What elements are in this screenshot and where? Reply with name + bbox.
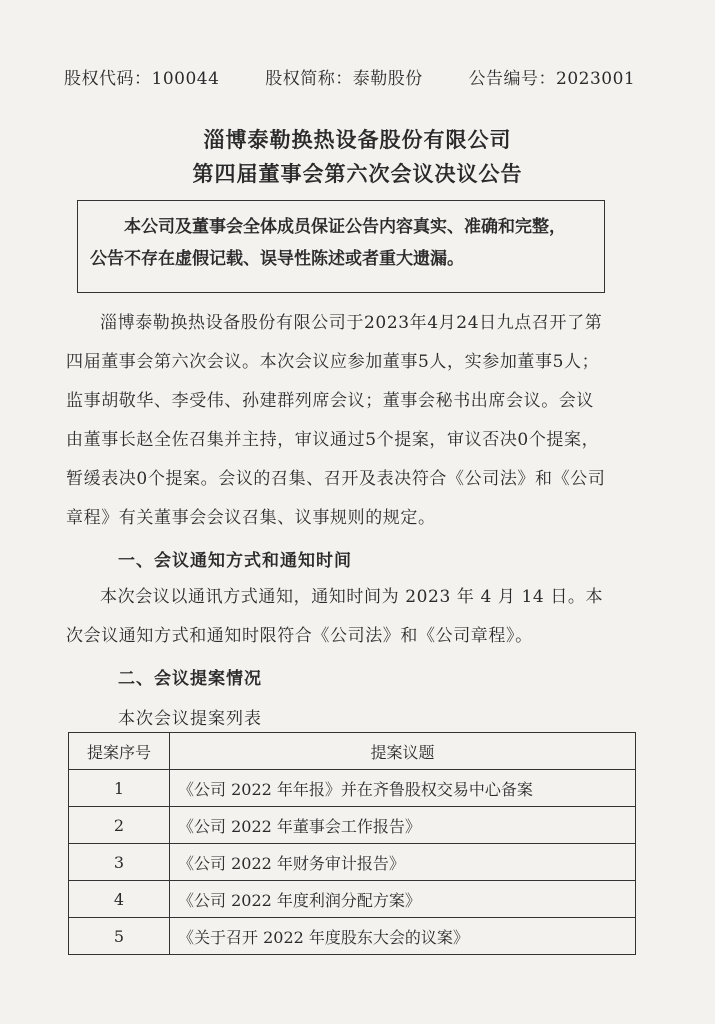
header-proposal-topic: 提案议题 [170,733,636,770]
section2-heading: 二、会议提案情况 [118,669,262,689]
proposal-number: 3 [69,844,170,881]
header-info [64,64,675,89]
proposal-topic: 《关于召开 2022 年度股东大会的议案》 [170,918,636,955]
stock-name: 股权简称：泰勒股份 [265,69,423,89]
company-title: 淄博泰勒换热设备股份有限公司 [203,127,512,152]
section1-paragraph [66,578,636,656]
proposal-number: 1 [69,770,170,807]
disclaimer-box [77,200,605,293]
intro-line: 监事胡敬华、李受伟、孙建群列席会议；董事会秘书出席会议。会议 [66,391,594,411]
proposal-topic: 《公司 2022 年董事会工作报告》 [170,807,636,844]
table-row [69,770,636,807]
proposal-topic: 《公司 2022 年财务审计报告》 [170,844,636,881]
announcement-title: 第四届董事会第六次会议决议公告 [192,161,523,186]
announcement-number: 公告编号：2023001 [468,69,636,89]
proposal-number: 2 [69,807,170,844]
proposal-number: 4 [69,881,170,918]
section1-line: 本次会议以通讯方式通知，通知时间为 2023 年 4 月 14 日。本 [100,587,604,607]
intro-paragraph [66,304,636,538]
proposals-table [68,732,636,955]
table-row [69,844,636,881]
intro-line: 四届董事会第六次会议。本次会议应参加董事5人，实参加董事5人； [66,352,600,372]
section1-heading: 一、会议通知方式和通知时间 [118,551,352,571]
table-header-row [69,733,636,770]
intro-line: 淄博泰勒换热设备股份有限公司于2023年4月24日九点召开了第 [100,313,603,333]
disclaimer-line-1: 本公司及董事会全体成员保证公告内容真实、准确和完整， [124,217,566,237]
proposal-topic: 《公司 2022 年度利润分配方案》 [170,881,636,918]
intro-line: 由董事长赵全佐召集并主持，审议通过5个提案，审议否决0个提案， [66,430,600,450]
table-caption: 本次会议提案列表 [118,709,262,729]
intro-line: 暂缓表决0个提案。会议的召集、召开及表决符合《公司法》和《公司 [66,469,606,489]
stock-code: 股权代码：100044 [64,69,220,89]
proposal-number: 5 [69,918,170,955]
table-row [69,807,636,844]
header-proposal-number: 提案序号 [69,733,170,770]
disclaimer-line-2: 公告不存在虚假记载、误导性陈述或者重大遗漏。 [90,249,464,269]
table-row [69,881,636,918]
proposal-topic: 《公司 2022 年年报》并在齐鲁股权交易中心备案 [170,770,636,807]
table-row [69,918,636,955]
section1-line: 次会议通知方式和通知时限符合《公司法》和《公司章程》。 [66,626,533,646]
intro-line: 章程》有关董事会会议召集、议事规则的规定。 [66,508,436,528]
